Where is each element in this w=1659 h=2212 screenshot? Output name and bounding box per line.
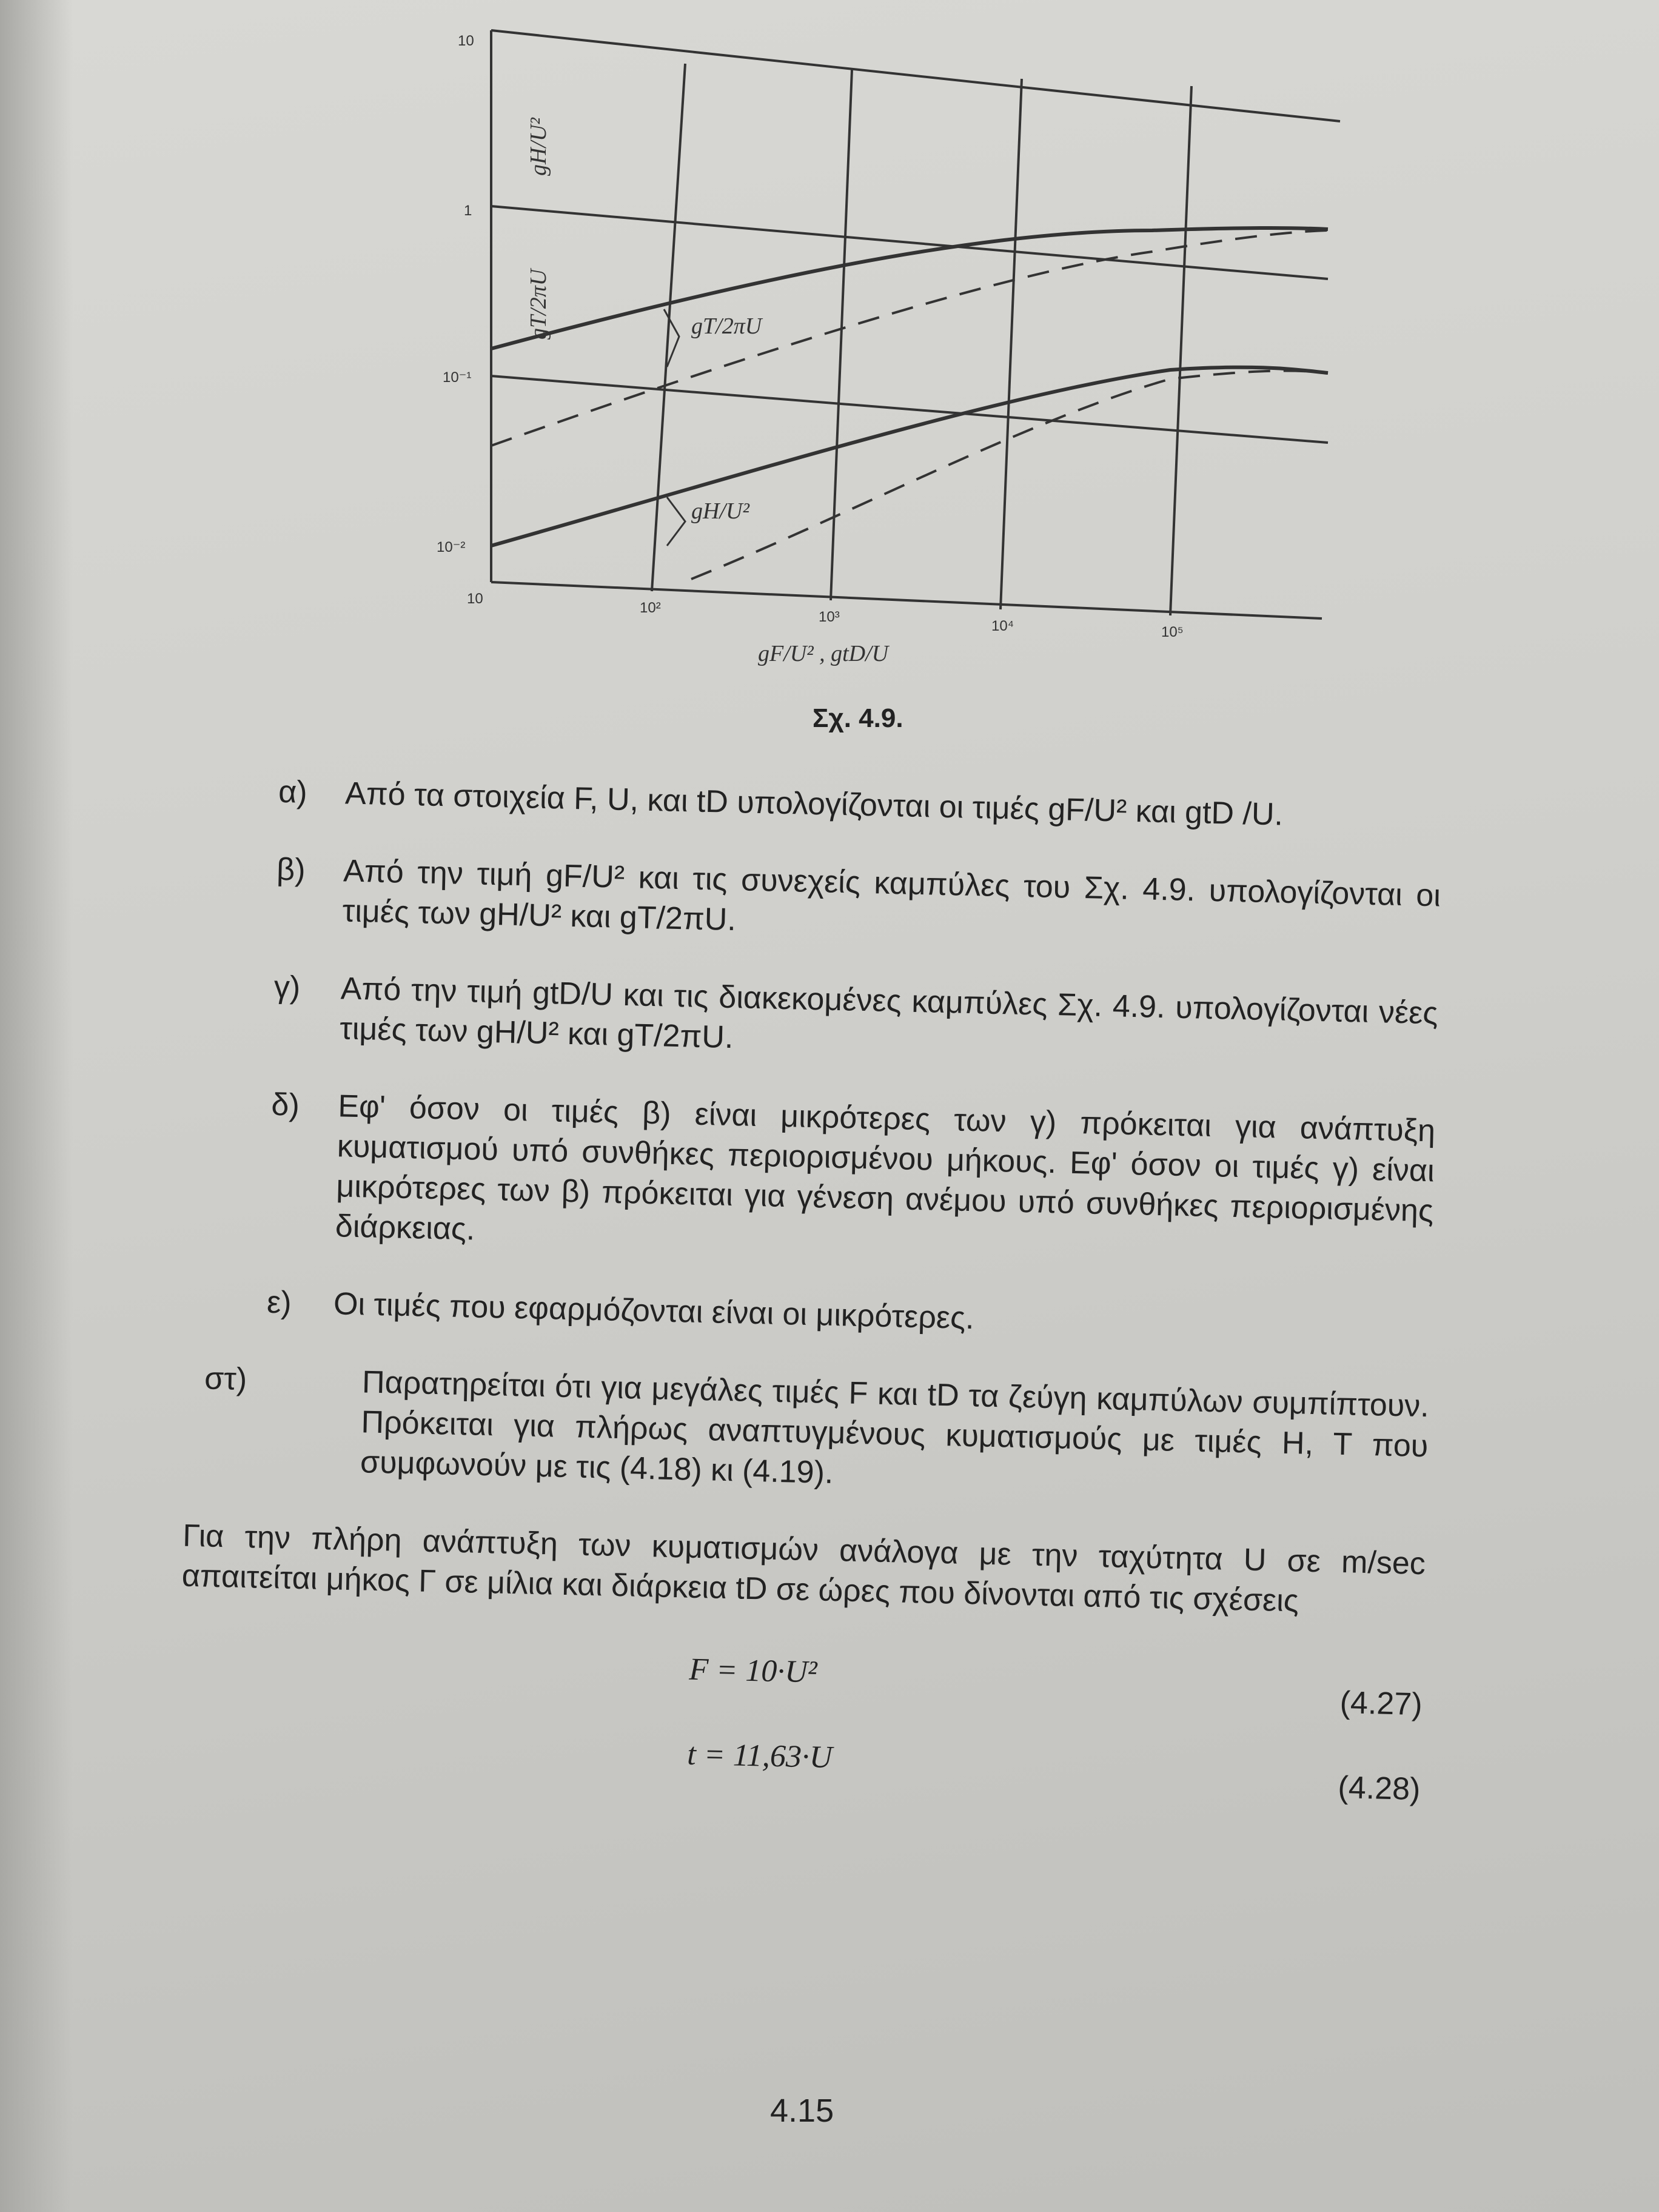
gridline-v4: [1170, 86, 1191, 615]
list-item: [194, 965, 1438, 1073]
period-curve-dashed: [491, 230, 1328, 446]
list-item: [189, 1083, 1435, 1271]
x-tick-100: 10²: [640, 600, 661, 616]
equation-expression: t = 11,63·U: [686, 1737, 833, 1775]
list-item: [199, 770, 1443, 838]
height-leader: [667, 497, 685, 546]
list-item: [184, 1358, 1430, 1506]
period-curve-solid: [491, 228, 1328, 349]
gridline-h-10: [491, 30, 1340, 121]
y-label-period: gT/2πU: [526, 269, 551, 340]
list-marker: α): [278, 774, 308, 811]
list-item: [196, 848, 1441, 956]
period-curve-label: gT/2πU: [691, 313, 762, 339]
x-tick-10: 10: [467, 591, 483, 607]
body-paragraph: Για την πλήρη ανάπτυξη των κυματισμών ανάλογα με την ταχύτητα U σε m/sec απαιτείται μήκος Γ σε μίλια και διάρκεια tD σε ώρες που δίνονται από τις σχέσεις: [181, 1518, 1426, 1619]
list-marker: γ): [273, 969, 301, 1005]
y-tick-10: 10: [458, 33, 474, 49]
height-curve-solid: [491, 367, 1328, 546]
list-text: Από τα στοιχεία F, U, και tD υπολογίζονται οι τιμές gF/U² και gtD /U.: [344, 776, 1284, 833]
list-marker: στ): [204, 1361, 247, 1398]
y-tick-1: 1: [464, 203, 472, 219]
list-marker: β): [276, 851, 306, 888]
y-label-height: gH/U²: [526, 118, 551, 176]
page-number: 4.15: [770, 2093, 834, 2129]
figure-caption: Σχ. 4.9.: [813, 703, 903, 733]
gridline-v1: [652, 64, 685, 591]
x-axis-line: [491, 582, 1322, 618]
list-marker: ε): [266, 1284, 292, 1321]
x-tick-10000: 10⁴: [991, 618, 1014, 634]
list-text: Από την τιμή gtD/U και τις διακεκομένες καμπύλες Σχ. 4.9. υπολογίζονται νέες τιμές των gH/U² και gT/2πU.: [339, 971, 1439, 1056]
gridline-h-0.1: [491, 376, 1328, 443]
y-tick-0.1: 10⁻¹: [443, 369, 472, 386]
x-axis-title: gF/U² , gtD/U: [758, 641, 889, 666]
text-body: [176, 770, 1443, 1836]
figure-svg: [424, 18, 1395, 728]
list-text: Παρατηρείται ότι για μεγάλες τιμές F και tD τα ζεύγη καμπύλων συμπίπτουν. Πρόκειται για πλήρως αναπτυγμένους κυματισμούς με τιμές H, T που συμφωνούν με τις (4.18) κι (4.19).: [360, 1364, 1430, 1490]
equation-number: (4.28): [1337, 1770, 1421, 1808]
wave-prediction-figure: [424, 18, 1395, 728]
y-tick-0.01: 10⁻²: [437, 539, 466, 555]
gridline-v2: [831, 70, 852, 600]
list-item: [187, 1281, 1431, 1349]
list-text: Από την τιμή gF/U² και τις συνεχείς καμπύλες του Σχ. 4.9. υπολογίζονται οι τιμές των gH/U² και gT/2πU.: [342, 853, 1441, 938]
x-tick-100000: 10⁵: [1161, 624, 1184, 640]
list-marker: δ): [270, 1087, 300, 1123]
list-text: Εφ' όσον οι τιμές β) είναι μικρότερες των γ) πρόκειται για ανάπτυξη κυματισμού υπό συνθήκες περιορισμένου μήκους. Εφ' όσον οι τιμές γ) είναι μικρότερες των β) πρόκειται για γένεση ανέμου υπό συνθήκες περιορισμένης διάρκειας.: [335, 1088, 1436, 1247]
list-text: Οι τιμές που εφαρμόζονται είναι οι μικρότερες.: [333, 1286, 975, 1336]
gridline-v3: [1000, 79, 1022, 609]
page-edge-shadow: [0, 0, 73, 2212]
equation-number: (4.27): [1339, 1685, 1423, 1723]
equation-expression: F = 10·U²: [688, 1652, 818, 1690]
height-curve-label: gH/U²: [691, 498, 749, 524]
x-tick-1000: 10³: [819, 609, 840, 625]
